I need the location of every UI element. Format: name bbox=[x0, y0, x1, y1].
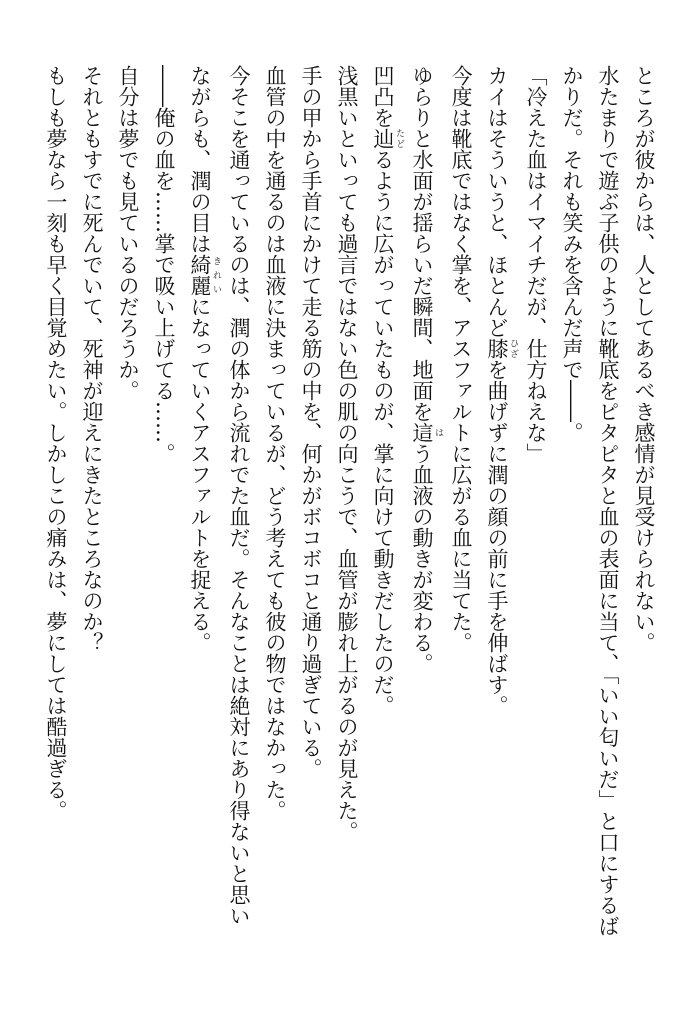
ruby-base: 這 bbox=[410, 422, 434, 443]
text-line bbox=[365, 65, 404, 975]
text-line bbox=[479, 65, 518, 975]
text-line: 「冷えた血はイマイチだが、仕方ねえな」 bbox=[524, 65, 548, 464]
ruby-annotation bbox=[371, 128, 404, 149]
text-line: ――俺の血を……掌で吸い上げてる……。 bbox=[152, 65, 176, 464]
ruby-annotation bbox=[485, 338, 518, 359]
ruby-annotation bbox=[410, 422, 443, 443]
vertical-text-body bbox=[38, 65, 662, 975]
text-line: 今そこを通っているのは、潤の体から流れでた血だ。そんなことは絶対にあり得ないと思い bbox=[227, 65, 251, 926]
ruby-reading: ひざ bbox=[508, 338, 518, 359]
text-line: 今度は靴底ではなく掌を、アスファルトに広がる血に当てた。 bbox=[449, 65, 473, 653]
text-line: それともすでに死んでいて、死神が迎えにきたところなのか？ bbox=[80, 65, 104, 653]
text-line: ところが彼からは、人としてあるべき感情が見受けられない。 bbox=[632, 65, 656, 653]
ruby-reading: は bbox=[433, 422, 443, 443]
text-segment: になっていくアスファルトを捉える。 bbox=[188, 296, 212, 653]
text-segment: う血液の動きが変わる。 bbox=[410, 443, 434, 674]
text-line bbox=[182, 65, 221, 975]
text-segment: カイはそういうと、ほとんど bbox=[485, 65, 509, 338]
text-segment: ゆらりと水面が揺らいだ瞬間、地面を bbox=[410, 65, 434, 422]
text-line: かりだ。それも笑みを含んだ声で――。 bbox=[560, 65, 584, 443]
text-line: 水たまりで遊ぶ子供のように靴底をピタピタと血の表面に当て、「いい匂いだ」と口にするば bbox=[596, 65, 620, 937]
text-segment: ながらも、潤の目は bbox=[188, 65, 212, 254]
text-segment: 凹凸を bbox=[371, 65, 395, 128]
ruby-annotation bbox=[188, 254, 221, 296]
ruby-base: 綺麗 bbox=[188, 254, 212, 296]
text-segment: るように広がっていたものが、掌に向けて動きだしたのだ。 bbox=[371, 149, 395, 716]
text-segment: を曲げずに潤の顔の前に手を伸ばす。 bbox=[485, 359, 509, 716]
text-line bbox=[404, 65, 443, 975]
text-line: 手の甲から手首にかけて走る筋の中を、何かがボコボコと通り過ぎている。 bbox=[299, 65, 323, 779]
text-line: 自分は夢でも見ているのだろうか。 bbox=[116, 65, 140, 401]
ruby-base: 膝 bbox=[485, 338, 509, 359]
text-line: 浅黒いといっても過言ではない色の肌の向こうで、血管が膨れ上がるのが見えた。 bbox=[335, 65, 359, 842]
ruby-reading: たど bbox=[394, 128, 404, 149]
ruby-reading: きれい bbox=[211, 254, 221, 296]
text-line: 血管の中を通るのは血液に決まっているが、どう考えても彼の物ではなかった。 bbox=[263, 65, 287, 821]
text-line: もしも夢なら一刻も早く目覚めたい。しかしこの痛みは、夢にしては酷過ぎる。 bbox=[44, 65, 68, 821]
ruby-base: 辿 bbox=[371, 128, 395, 149]
